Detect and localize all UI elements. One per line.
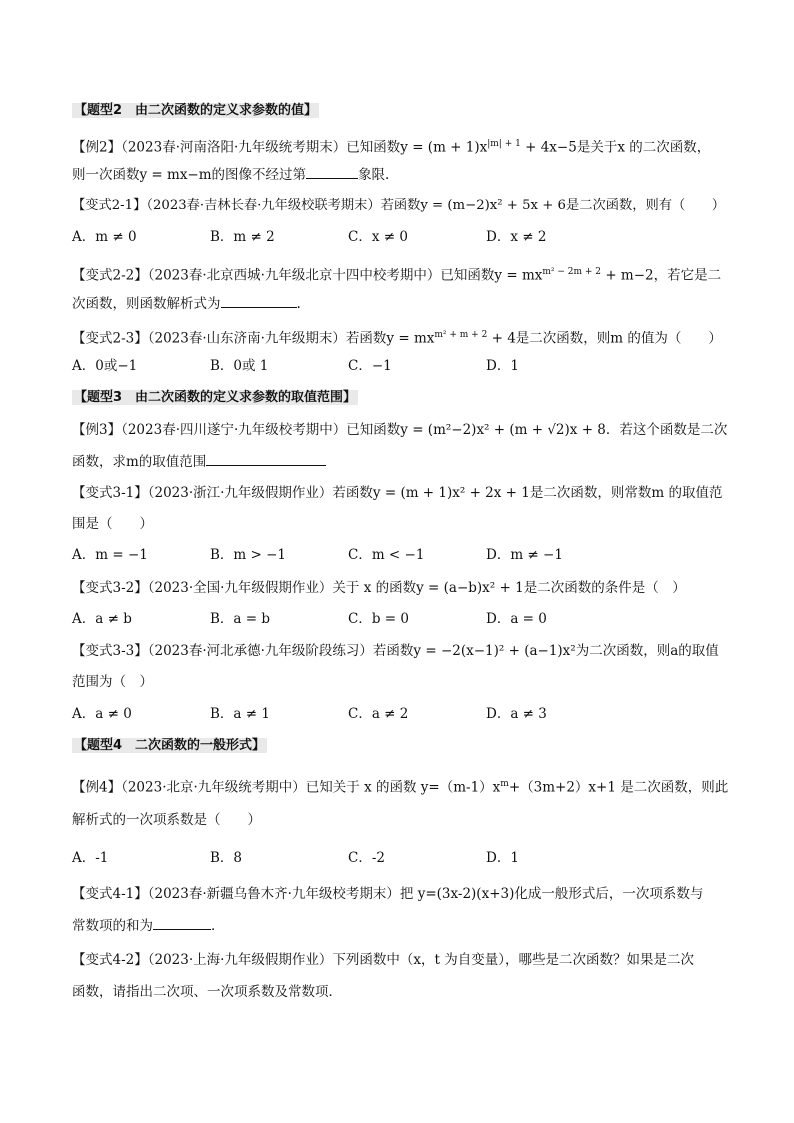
variant-4-1-line-1 [72,884,703,904]
option-c[interactable]: C．a ≠ 2 [348,706,409,722]
option-d[interactable]: D．a = 0 [486,611,547,627]
variant-2-3-text-b: + 4是二次函数，则m 的值为（ ） [487,330,722,347]
option-b[interactable]: B．m ≠ 2 [210,229,275,245]
example-2-line-2 [72,164,389,185]
variant-4-1-line-2-text: 常数项的和为 [72,918,153,934]
variant-3-3-options [72,704,732,724]
option-d[interactable]: D．1 [486,358,519,374]
option-b[interactable]: B．m > −1 [210,547,287,563]
example-3-line-2 [72,451,326,472]
answer-blank[interactable] [153,915,211,930]
variant-3-2-question [72,578,686,598]
section-heading-4-text: 【题型4 二次函数的一般形式】 [74,738,266,753]
option-a[interactable]: A．0或−1 [72,358,138,374]
section-heading-3 [72,388,358,408]
answer-blank[interactable] [221,293,297,308]
variant-4-2-line-1 [72,950,694,970]
option-b[interactable]: B．0或 1 [210,358,269,374]
variant-3-3-text: 【变式3-3】（2023春·河北承德·九年级阶段练习）若函数y = −2(x−1)² + (a−1)x²为二次函数，则a的取值 [72,643,719,659]
example-2-line-2-text: 则一次函数y = mx−m的图像不经过第 [72,167,307,183]
variant-2-1-options [72,227,732,247]
example-4-line-2 [72,810,261,830]
variant-4-1-line-2-tail: ． [211,918,225,934]
option-c[interactable]: C．−1 [348,358,392,374]
variant-4-2-line-2 [72,982,342,1002]
variant-2-2-line-1 [72,262,721,286]
answer-blank[interactable] [206,451,326,466]
example-3-line-2-text: 函数，求m的取值范围 [72,454,207,470]
section-heading-4 [72,736,267,756]
variant-3-1-text: 【变式3-1】（2023·浙江·九年级假期作业）若函数y = (m + 1)x² + 2x + 1是二次函数，则常数m 的取值范 [72,485,723,501]
variant-3-3-line-2-text: 范围为（ ） [72,674,153,690]
variant-3-1-line-2-text: 围是（ ） [72,516,153,532]
variant-3-1-line-2 [72,514,153,534]
option-a[interactable]: A．m = −1 [72,547,148,563]
option-d[interactable]: D．x ≠ 2 [486,229,547,245]
variant-2-2-line-2-tail: . [296,296,301,312]
example-2-line-1 [72,134,710,158]
variant-3-2-options [72,609,732,629]
example-4-line-1 [72,774,728,798]
example-3-line-1 [72,420,727,440]
example-4-text-b: +（3m+2）x+1 是二次函数，则此 [508,779,729,796]
section-heading-2 [72,101,319,121]
section-heading-2-text: 【题型2 由二次函数的定义求参数的值】 [74,103,318,118]
option-a[interactable]: A．-1 [72,850,109,866]
option-b[interactable]: B．a = b [210,611,271,627]
variant-3-1-options [72,545,732,565]
variant-2-2-text: 【变式2-2】（2023春·北京西城·九年级北京十四中校考期中）已知函数y = mx [72,267,543,284]
variant-4-2-text: 【变式4-2】（2023·上海·九年级假期作业）下列函数中（x，t 为自变量），哪些是二次函数？如果是二次 [72,952,695,968]
variant-3-3-line-2 [72,672,153,692]
option-c[interactable]: C．m < −1 [348,547,425,563]
variant-3-3-line-1 [72,641,719,661]
option-a[interactable]: A．m ≠ 0 [72,229,137,245]
option-d[interactable]: D．a ≠ 3 [486,706,547,722]
option-a[interactable]: A．a ≠ b [72,611,132,627]
variant-2-3-exponent: m² + m + 2 [434,330,488,340]
variant-2-2-exponent: m² − 2m + 2 [542,267,602,277]
option-d[interactable]: D．m ≠ −1 [486,547,563,563]
example-4-options [72,848,732,868]
variant-3-2-text: 【变式3-2】（2023·全国·九年级假期作业）关于 x 的函数y = (a−b)x² + 1是二次函数的条件是（ ） [72,580,686,596]
variant-2-2-line-2-text: 次函数，则函数解析式为 [72,296,221,312]
example-4-exponent: m [500,779,509,789]
option-a[interactable]: A．a ≠ 0 [72,706,132,722]
example-2-text-b: + 4x−5是关于x 的二次函数， [520,139,711,156]
section-heading-3-text: 【题型3 由二次函数的定义求参数的取值范围】 [74,390,357,405]
variant-2-2-text-b: + m−2，若它是二 [601,267,722,284]
variant-3-1-line-1 [72,483,722,503]
option-c[interactable]: C．x ≠ 0 [348,229,408,245]
variant-2-2-line-2 [72,293,301,314]
example-4-text: 【例4】（2023·北京·九年级统考期中）已知关于 x 的函数 y=（m-1）x [72,779,501,796]
option-d[interactable]: D．1 [486,850,519,866]
example-2-text: 【例2】（2023春·河南洛阳·九年级统考期末）已知函数y = (m + 1)x [72,139,488,156]
variant-4-2-line-2-text: 函数，请指出二次项、一次项系数及常数项． [72,984,342,1000]
option-c[interactable]: C．b = 0 [348,611,409,627]
variant-4-1-text: 【变式4-1】（2023春·新疆乌鲁木齐·九年级校考期末）把 y=(3x-2)(x+3)化成一般形式后，一次项系数与 [72,886,704,902]
option-c[interactable]: C．-2 [348,850,385,866]
example-2-line-2-tail: 象限. [358,167,390,183]
variant-2-1-text: 【变式2-1】（2023春·吉林长春·九年级校联考期末）若函数y = (m−2)x² + 5x + 6是二次函数，则有（ ） [72,198,725,213]
example-3-text: 【例3】（2023春·四川遂宁·九年级校考期中）已知函数y = (m²−2)x² + (m + √2)x + 8．若这个函数是二次 [72,422,728,438]
variant-4-1-line-2 [72,915,225,936]
variant-2-3-question [72,325,722,349]
variant-2-3-options [72,356,732,376]
option-b[interactable]: B．a ≠ 1 [210,706,270,722]
example-2-exponent: |m| + 1 [487,139,521,149]
variant-2-3-text: 【变式2-3】（2023春·山东济南·九年级期末）若函数y = mx [72,330,435,347]
answer-blank[interactable] [306,164,358,179]
option-b[interactable]: B．8 [210,850,243,866]
example-4-line-2-text: 解析式的一次项系数是（ ） [72,812,261,828]
variant-2-1-question [72,196,725,216]
